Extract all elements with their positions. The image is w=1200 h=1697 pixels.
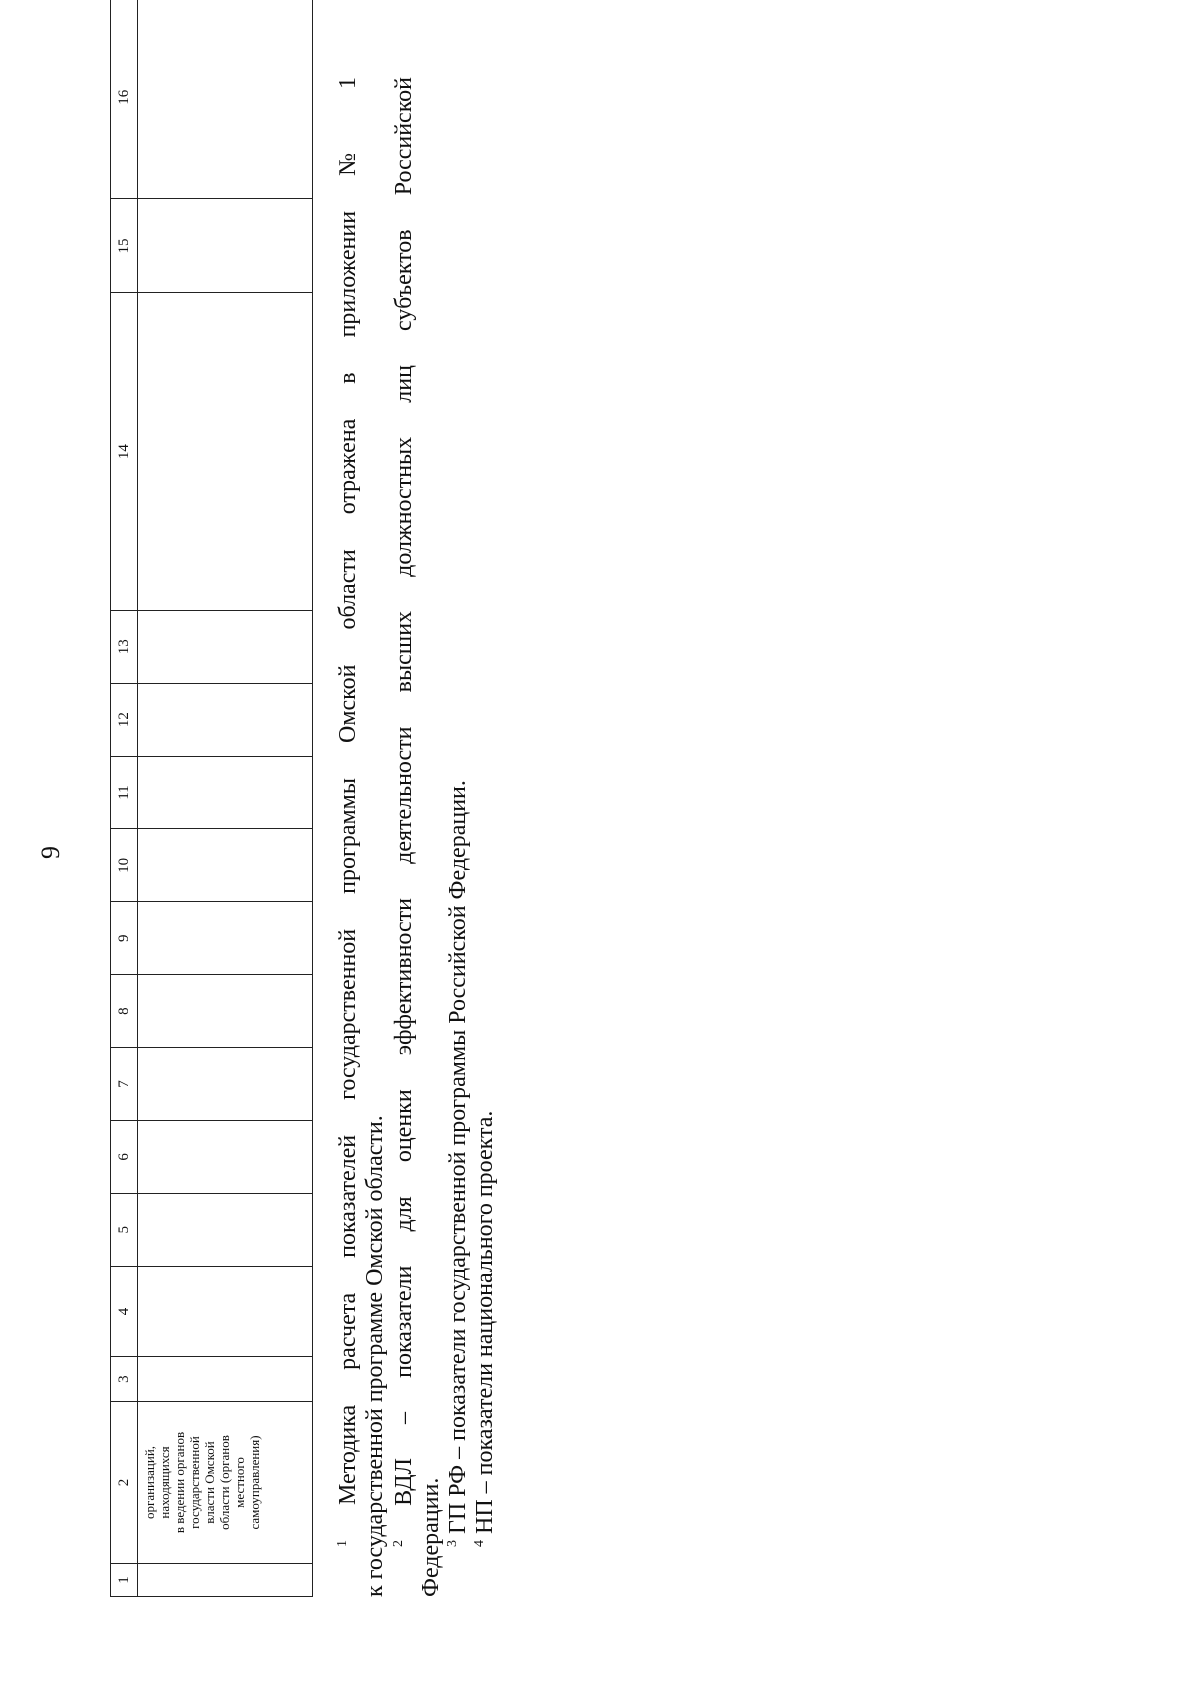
footnote-2-line-2: Федерации. <box>418 1477 444 1597</box>
column-header: 7 <box>111 1048 138 1121</box>
column-header: 10 <box>111 829 138 902</box>
footnote-4 <box>472 27 499 1547</box>
table-cell <box>138 975 313 1048</box>
column-header: 3 <box>111 1357 138 1402</box>
column-header: 13 <box>111 610 138 683</box>
indicators-table <box>110 0 313 1597</box>
table-cell <box>138 756 313 829</box>
footnote-text: НП – показатели национального проекта. <box>472 1110 498 1534</box>
cell-text-line: власти Омской <box>202 1441 217 1524</box>
table-cell <box>138 1193 313 1266</box>
column-header: 1 <box>111 1564 138 1597</box>
column-header: 11 <box>111 756 138 829</box>
footnote-1-line-1 <box>335 77 362 1597</box>
column-header: 2 <box>111 1401 138 1563</box>
table-cell <box>138 199 313 293</box>
table-cell <box>138 683 313 756</box>
cell-text-line: государственной <box>187 1436 202 1529</box>
table-row <box>138 0 313 1597</box>
cell-text-line: области (органов <box>217 1435 232 1530</box>
footnote-2 <box>391 77 445 1597</box>
column-header: 4 <box>111 1266 138 1357</box>
column-header: 12 <box>111 683 138 756</box>
footnote-mark: 3 <box>445 1540 460 1547</box>
column-header: 15 <box>111 199 138 293</box>
footnote-text: Методика расчета показателей государственной программы Омской области отражена в приложении № 1 <box>335 76 361 1505</box>
indicator-name-cell <box>138 1401 313 1563</box>
table-cell <box>138 1120 313 1193</box>
table-cell <box>138 0 313 199</box>
cell-text-line: в ведении органов <box>172 1431 187 1534</box>
page-number: 9 <box>36 846 65 859</box>
table-cell <box>138 1048 313 1121</box>
column-header: 14 <box>111 293 138 610</box>
table-header-row <box>111 0 138 1597</box>
footnote-2-line-1 <box>391 77 418 1597</box>
column-header: 16 <box>111 0 138 199</box>
cell-text-line: местного <box>232 1457 247 1508</box>
table-cell <box>138 293 313 610</box>
cell-text-line: находящихся <box>157 1446 172 1519</box>
footnote-text: ГП РФ – показатели государственной программы Российской Федерации. <box>445 780 471 1534</box>
column-header: 5 <box>111 1193 138 1266</box>
cell-text-line: самоуправления) <box>247 1435 262 1530</box>
footnote-mark: 2 <box>391 1540 406 1547</box>
table-cell <box>138 1266 313 1357</box>
column-header: 6 <box>111 1120 138 1193</box>
column-header: 8 <box>111 975 138 1048</box>
cell-text-line: организаций, <box>142 1445 157 1520</box>
footnote-mark: 4 <box>472 1540 487 1547</box>
footnote-1 <box>335 77 389 1597</box>
table-cell <box>138 902 313 975</box>
table-cell <box>138 610 313 683</box>
footnote-3 <box>445 27 472 1547</box>
footnote-1-line-2: к государственной программе Омской области. <box>362 1115 388 1597</box>
column-header: 9 <box>111 902 138 975</box>
footnote-text: ВДЛ – показатели для оценки эффективности деятельности высших должностных лиц субъектов Российской <box>391 77 417 1506</box>
footnote-mark: 1 <box>335 1540 350 1547</box>
table-cell <box>138 1357 313 1402</box>
table-cell <box>138 829 313 902</box>
table-cell <box>138 1564 313 1597</box>
